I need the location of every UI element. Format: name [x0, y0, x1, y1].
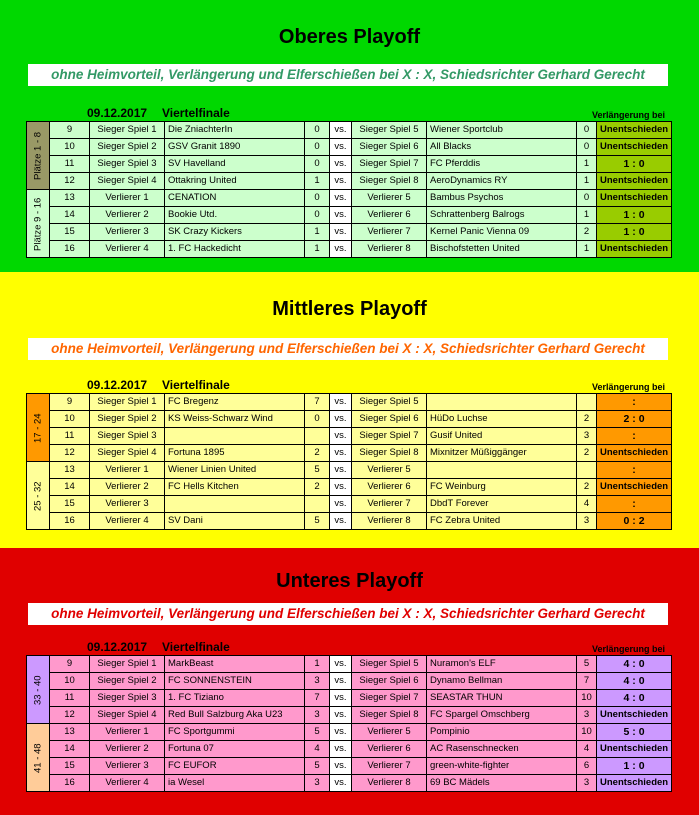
home-score — [305, 428, 330, 445]
away-score: 4 — [577, 496, 597, 513]
away-slot-label: Sieger Spiel 7 — [352, 428, 427, 445]
away-team: Nuramon's ELF — [427, 656, 577, 673]
versus-label: vs. — [330, 673, 352, 690]
table-row — [27, 673, 672, 690]
away-score: 1 — [577, 241, 597, 258]
away-slot-label: Sieger Spiel 8 — [352, 445, 427, 462]
away-slot-label: Verlierer 8 — [352, 775, 427, 792]
versus-label: vs. — [330, 741, 352, 758]
overtime-result: : — [597, 496, 672, 513]
table-row — [27, 411, 672, 428]
away-slot-label: Verlierer 5 — [352, 462, 427, 479]
table-row — [27, 656, 672, 673]
away-slot-label: Sieger Spiel 5 — [352, 394, 427, 411]
versus-label: vs. — [330, 479, 352, 496]
match-number: 10 — [50, 411, 90, 428]
away-score: 0 — [577, 122, 597, 139]
home-score: 3 — [305, 707, 330, 724]
away-team: FC Spargel Omschberg — [427, 707, 577, 724]
subtitle-text: ohne Heimvorteil, Verlängerung und Elferschießen bei X : X, Schiedsrichter Gerhard Gerecht — [51, 606, 645, 621]
home-team: MarkBeast — [165, 656, 305, 673]
home-team — [165, 496, 305, 513]
away-slot-label: Verlierer 7 — [352, 224, 427, 241]
away-slot-label: Sieger Spiel 7 — [352, 156, 427, 173]
away-slot-label: Verlierer 6 — [352, 479, 427, 496]
match-number: 13 — [50, 724, 90, 741]
home-slot-label: Verlierer 1 — [90, 462, 165, 479]
table-row — [27, 394, 672, 411]
table-row — [27, 122, 672, 139]
home-score: 0 — [305, 207, 330, 224]
group-label: 25 - 32 — [27, 462, 50, 530]
table-row — [27, 707, 672, 724]
home-slot-label: Sieger Spiel 4 — [90, 707, 165, 724]
away-slot-label: Verlierer 8 — [352, 513, 427, 530]
away-score: 2 — [577, 479, 597, 496]
versus-label: vs. — [330, 190, 352, 207]
away-slot-label: Sieger Spiel 6 — [352, 673, 427, 690]
home-slot-label: Sieger Spiel 3 — [90, 156, 165, 173]
home-score: 0 — [305, 122, 330, 139]
home-score: 7 — [305, 394, 330, 411]
match-number: 15 — [50, 496, 90, 513]
section-oberes-playoff — [0, 0, 699, 272]
versus-label: vs. — [330, 139, 352, 156]
home-score: 3 — [305, 775, 330, 792]
round-label: Viertelfinale — [162, 106, 230, 120]
away-team: HüDo Luchse — [427, 411, 577, 428]
away-score: 10 — [577, 690, 597, 707]
home-team: Red Bull Salzburg Aka U23 — [165, 707, 305, 724]
away-score: 2 — [577, 224, 597, 241]
match-number: 15 — [50, 224, 90, 241]
versus-label: vs. — [330, 394, 352, 411]
away-team: Kernel Panic Vienna 09 — [427, 224, 577, 241]
versus-label: vs. — [330, 241, 352, 258]
subtitle-text: ohne Heimvorteil, Verlängerung und Elferschießen bei X : X, Schiedsrichter Gerhard Gerecht — [51, 67, 645, 82]
away-slot-label: Sieger Spiel 5 — [352, 656, 427, 673]
overtime-result: Unentschieden — [597, 707, 672, 724]
away-slot-label: Verlierer 6 — [352, 207, 427, 224]
section-title: Mittleres Playoff — [272, 298, 427, 320]
group-label: Plätze 1 - 8 — [27, 122, 50, 190]
home-team: SK Crazy Kickers — [165, 224, 305, 241]
versus-label: vs. — [330, 122, 352, 139]
table-row — [27, 428, 672, 445]
away-score: 6 — [577, 758, 597, 775]
overtime-result: Unentschieden — [597, 775, 672, 792]
home-score: 5 — [305, 758, 330, 775]
away-score — [577, 394, 597, 411]
table-row — [27, 462, 672, 479]
overtime-result: Unentschieden — [597, 122, 672, 139]
home-score: 0 — [305, 190, 330, 207]
home-slot-label: Sieger Spiel 2 — [90, 411, 165, 428]
away-score: 1 — [577, 207, 597, 224]
section-title: Oberes Playoff — [278, 26, 421, 48]
overtime-result: 1 : 0 — [597, 224, 672, 241]
match-date: 09.12.2017 — [87, 106, 148, 120]
home-slot-label: Sieger Spiel 4 — [90, 445, 165, 462]
versus-label: vs. — [330, 207, 352, 224]
away-score: 10 — [577, 724, 597, 741]
match-number: 9 — [50, 122, 90, 139]
versus-label: vs. — [330, 496, 352, 513]
overtime-result: 1 : 0 — [597, 207, 672, 224]
overtime-result: 1 : 0 — [597, 758, 672, 775]
home-slot-label: Verlierer 4 — [90, 775, 165, 792]
group-label: Plätze 9 - 16 — [27, 190, 50, 258]
home-slot-label: Verlierer 3 — [90, 224, 165, 241]
group-label: 17 - 24 — [27, 394, 50, 462]
table-row — [27, 445, 672, 462]
versus-label: vs. — [330, 156, 352, 173]
away-score: 4 — [577, 741, 597, 758]
overtime-result: Unentschieden — [597, 173, 672, 190]
home-slot-label: Verlierer 2 — [90, 207, 165, 224]
table-row — [27, 156, 672, 173]
home-team: Ottakring United — [165, 173, 305, 190]
versus-label: vs. — [330, 707, 352, 724]
away-slot-label: Sieger Spiel 8 — [352, 173, 427, 190]
table-row — [27, 724, 672, 741]
home-team: KS Weiss-Schwarz Wind — [165, 411, 305, 428]
home-slot-label: Sieger Spiel 1 — [90, 122, 165, 139]
subtitle-text: ohne Heimvorteil, Verlängerung und Elferschießen bei X : X, Schiedsrichter Gerhard Gerecht — [51, 341, 645, 356]
match-number: 14 — [50, 741, 90, 758]
match-number: 12 — [50, 707, 90, 724]
table-row — [27, 241, 672, 258]
versus-label: vs. — [330, 724, 352, 741]
overtime-result: 4 : 0 — [597, 673, 672, 690]
home-team: Fortuna 1895 — [165, 445, 305, 462]
section-subtitle — [28, 64, 668, 86]
table-row — [27, 690, 672, 707]
overtime-header: Verlängerung bei — [592, 644, 666, 654]
away-team: Mixnitzer Müßiggänger — [427, 445, 577, 462]
home-team: Wiener Linien United — [165, 462, 305, 479]
home-team: Die ZniachterIn — [165, 122, 305, 139]
home-slot-label: Sieger Spiel 1 — [90, 656, 165, 673]
away-score: 2 — [577, 445, 597, 462]
match-number: 11 — [50, 428, 90, 445]
home-score: 0 — [305, 156, 330, 173]
versus-label: vs. — [330, 224, 352, 241]
match-number: 14 — [50, 479, 90, 496]
table-row — [27, 190, 672, 207]
away-team: Pompinio — [427, 724, 577, 741]
section-title: Unteres Playoff — [276, 570, 423, 592]
home-score: 5 — [305, 724, 330, 741]
overtime-result: Unentschieden — [597, 190, 672, 207]
away-slot-label: Verlierer 5 — [352, 724, 427, 741]
home-score: 2 — [305, 479, 330, 496]
home-score: 0 — [305, 411, 330, 428]
home-slot-label: Verlierer 2 — [90, 479, 165, 496]
home-slot-label: Sieger Spiel 2 — [90, 673, 165, 690]
away-slot-label: Sieger Spiel 8 — [352, 707, 427, 724]
home-slot-label: Verlierer 4 — [90, 513, 165, 530]
home-slot-label: Verlierer 1 — [90, 190, 165, 207]
section-mittleres-playoff — [0, 272, 699, 548]
overtime-result: Unentschieden — [597, 445, 672, 462]
overtime-header: Verlängerung bei — [592, 110, 666, 120]
match-number: 16 — [50, 241, 90, 258]
home-team: Fortuna 07 — [165, 741, 305, 758]
away-team: FC Pferddis — [427, 156, 577, 173]
away-slot-label: Sieger Spiel 6 — [352, 139, 427, 156]
home-slot-label: Sieger Spiel 4 — [90, 173, 165, 190]
away-team: Wiener Sportclub — [427, 122, 577, 139]
versus-label: vs. — [330, 656, 352, 673]
away-score: 1 — [577, 173, 597, 190]
away-score: 2 — [577, 411, 597, 428]
away-score: 1 — [577, 156, 597, 173]
away-score: 3 — [577, 513, 597, 530]
table-row — [27, 496, 672, 513]
round-label: Viertelfinale — [162, 640, 230, 654]
home-slot-label: Sieger Spiel 3 — [90, 428, 165, 445]
home-score: 2 — [305, 445, 330, 462]
away-slot-label: Verlierer 6 — [352, 741, 427, 758]
table-row — [27, 207, 672, 224]
fixture-table — [26, 655, 672, 792]
away-team: Dynamo Bellman — [427, 673, 577, 690]
home-team: FC Sportgummi — [165, 724, 305, 741]
versus-label: vs. — [330, 445, 352, 462]
section-subtitle — [28, 338, 668, 360]
overtime-result: 5 : 0 — [597, 724, 672, 741]
overtime-result: 4 : 0 — [597, 690, 672, 707]
home-slot-label: Verlierer 4 — [90, 241, 165, 258]
home-score: 5 — [305, 513, 330, 530]
home-slot-label: Verlierer 1 — [90, 724, 165, 741]
match-number: 12 — [50, 445, 90, 462]
away-team: DbdT Forever — [427, 496, 577, 513]
fixture-table — [26, 121, 672, 258]
overtime-result: 2 : 0 — [597, 411, 672, 428]
away-slot-label: Verlierer 5 — [352, 190, 427, 207]
match-date: 09.12.2017 — [87, 640, 148, 654]
away-score: 3 — [577, 707, 597, 724]
section-unteres-playoff — [0, 548, 699, 815]
home-team: FC EUFOR — [165, 758, 305, 775]
home-team — [165, 428, 305, 445]
home-score: 1 — [305, 241, 330, 258]
versus-label: vs. — [330, 513, 352, 530]
home-score: 1 — [305, 173, 330, 190]
away-team: AeroDynamics RY — [427, 173, 577, 190]
home-score: 0 — [305, 139, 330, 156]
versus-label: vs. — [330, 428, 352, 445]
away-score: 5 — [577, 656, 597, 673]
home-team: CENATION — [165, 190, 305, 207]
home-team: GSV Granit 1890 — [165, 139, 305, 156]
home-score: 1 — [305, 224, 330, 241]
home-slot-label: Sieger Spiel 1 — [90, 394, 165, 411]
home-team: ia Wesel — [165, 775, 305, 792]
match-number: 16 — [50, 775, 90, 792]
home-score: 3 — [305, 673, 330, 690]
group-label: 33 - 40 — [27, 656, 50, 724]
home-score: 1 — [305, 656, 330, 673]
home-slot-label: Sieger Spiel 3 — [90, 690, 165, 707]
overtime-result: 4 : 0 — [597, 656, 672, 673]
home-score: 5 — [305, 462, 330, 479]
table-row — [27, 513, 672, 530]
away-team — [427, 394, 577, 411]
away-team: 69 BC Mädels — [427, 775, 577, 792]
match-number: 10 — [50, 673, 90, 690]
away-slot-label: Sieger Spiel 5 — [352, 122, 427, 139]
versus-label: vs. — [330, 411, 352, 428]
away-slot-label: Sieger Spiel 7 — [352, 690, 427, 707]
home-score: 4 — [305, 741, 330, 758]
overtime-header: Verlängerung bei — [592, 382, 666, 392]
home-team: 1. FC Tiziano — [165, 690, 305, 707]
match-number: 9 — [50, 656, 90, 673]
table-row — [27, 224, 672, 241]
match-number: 15 — [50, 758, 90, 775]
section-subtitle — [28, 603, 668, 625]
away-team: FC Zebra United — [427, 513, 577, 530]
group-label: 41 - 48 — [27, 724, 50, 792]
away-team: AC Rasenschnecken — [427, 741, 577, 758]
versus-label: vs. — [330, 690, 352, 707]
table-row — [27, 775, 672, 792]
overtime-result: 1 : 0 — [597, 156, 672, 173]
away-slot-label: Verlierer 7 — [352, 758, 427, 775]
home-team: SV Dani — [165, 513, 305, 530]
overtime-result: 0 : 2 — [597, 513, 672, 530]
away-team: Bambus Psychos — [427, 190, 577, 207]
home-slot-label: Verlierer 3 — [90, 496, 165, 513]
home-slot-label: Sieger Spiel 2 — [90, 139, 165, 156]
home-slot-label: Verlierer 2 — [90, 741, 165, 758]
versus-label: vs. — [330, 173, 352, 190]
home-team: FC Hells Kitchen — [165, 479, 305, 496]
table-row — [27, 758, 672, 775]
match-date: 09.12.2017 — [87, 378, 148, 392]
overtime-result: : — [597, 428, 672, 445]
away-score: 0 — [577, 190, 597, 207]
table-row — [27, 479, 672, 496]
away-slot-label: Verlierer 7 — [352, 496, 427, 513]
versus-label: vs. — [330, 462, 352, 479]
overtime-result: : — [597, 394, 672, 411]
overtime-result: Unentschieden — [597, 479, 672, 496]
away-score: 7 — [577, 673, 597, 690]
table-row — [27, 173, 672, 190]
away-team: All Blacks — [427, 139, 577, 156]
away-slot-label: Sieger Spiel 6 — [352, 411, 427, 428]
match-number: 16 — [50, 513, 90, 530]
match-number: 11 — [50, 690, 90, 707]
overtime-result: Unentschieden — [597, 241, 672, 258]
away-score: 0 — [577, 139, 597, 156]
home-team: SV Havelland — [165, 156, 305, 173]
home-team: Bookie Utd. — [165, 207, 305, 224]
home-team: FC Bregenz — [165, 394, 305, 411]
versus-label: vs. — [330, 775, 352, 792]
overtime-result: Unentschieden — [597, 139, 672, 156]
match-number: 13 — [50, 190, 90, 207]
away-team: Schrattenberg Balrogs — [427, 207, 577, 224]
away-score: 3 — [577, 428, 597, 445]
overtime-result: : — [597, 462, 672, 479]
fixture-table — [26, 393, 672, 530]
home-slot-label: Verlierer 3 — [90, 758, 165, 775]
home-score — [305, 496, 330, 513]
away-score: 3 — [577, 775, 597, 792]
home-team: 1. FC Hackedicht — [165, 241, 305, 258]
table-row — [27, 139, 672, 156]
overtime-result: Unentschieden — [597, 741, 672, 758]
away-team: green-white-fighter — [427, 758, 577, 775]
away-team: Gusif United — [427, 428, 577, 445]
away-score — [577, 462, 597, 479]
match-number: 14 — [50, 207, 90, 224]
away-slot-label: Verlierer 8 — [352, 241, 427, 258]
match-number: 10 — [50, 139, 90, 156]
match-number: 11 — [50, 156, 90, 173]
home-team: FC SONNENSTEIN — [165, 673, 305, 690]
away-team: FC Weinburg — [427, 479, 577, 496]
home-score: 7 — [305, 690, 330, 707]
match-number: 12 — [50, 173, 90, 190]
away-team — [427, 462, 577, 479]
round-label: Viertelfinale — [162, 378, 230, 392]
match-number: 9 — [50, 394, 90, 411]
away-team: SEASTAR THUN — [427, 690, 577, 707]
versus-label: vs. — [330, 758, 352, 775]
table-row — [27, 741, 672, 758]
away-team: Bischofstetten United — [427, 241, 577, 258]
match-number: 13 — [50, 462, 90, 479]
